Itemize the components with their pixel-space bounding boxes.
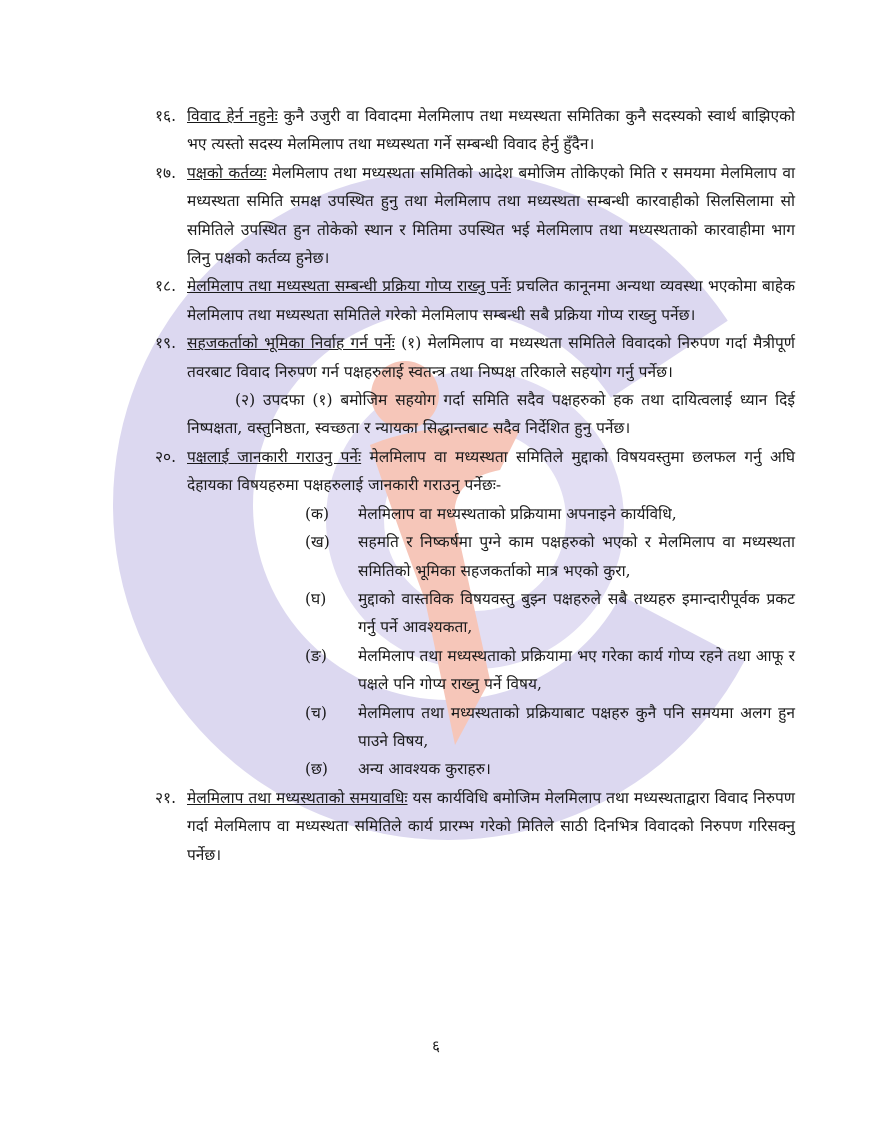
section-number: १६.	[155, 107, 177, 125]
list-item-marker: (घ)	[305, 589, 327, 608]
section-title: मेलमिलाप तथा मध्यस्थता सम्बन्धी प्रक्रिया गोप्य राख्नु पर्नेः	[187, 277, 512, 296]
section-19-subsection-2: (२) उपदफा (१) बमोजिम सहयोग गर्दा समिति सदैव पक्षहरुको हक तथा दायित्वलाई ध्यान दिई निष्पक्षता, वस्तुनिष्ठता, स्वच्छता र न्यायका सिद्धान्तबाट सदैव निर्देशित हुनु पर्नेछ।	[187, 391, 795, 438]
list-item-marker: (छ)	[305, 760, 328, 779]
document-body	[155, 102, 795, 869]
section-18	[155, 272, 795, 329]
section-text: प्रचलित कानूनमा अन्यथा व्यवस्था भएकोमा बाहेक मेलमिलाप तथा मध्यस्थता समितिले गरेको मेलमिलाप सम्बन्धी सबै प्रक्रिया गोप्य राख्नु पर्नेछ।	[187, 277, 796, 324]
section-number: २०.	[155, 447, 177, 466]
list-item	[155, 585, 795, 642]
list-item	[155, 500, 795, 528]
list-item-text: मेलमिलाप वा मध्यस्थताको प्रक्रियामा अपनाइने कार्यविधि,	[358, 504, 677, 523]
section-text: कुनै उजुरी वा विवादमा मेलमिलाप तथा मध्यस्थता समितिका कुनै सदस्यको स्वार्थ बाझिएको भए त्यस्तो सदस्य मेलमिलाप तथा मध्यस्थता गर्ने सम्बन्धी विवाद हेर्नु हुँदैन।	[187, 107, 796, 154]
list-item-marker: (ख)	[305, 533, 330, 552]
section-number: २१.	[155, 788, 177, 807]
section-text: (१) मेलमिलाप वा मध्यस्थता समितिले विवादको निरुपण गर्दा मैत्रीपूर्ण तवरबाट विवाद निरुपण गर्न पक्षहरुलाई स्वतन्त्र तथा निष्पक्ष तरिकाले सहयोग गर्नु पर्नेछ।	[187, 334, 795, 381]
list-item	[155, 699, 795, 756]
list-item-text: अन्य आवश्यक कुराहरु।	[358, 760, 491, 779]
list-item	[155, 755, 795, 783]
section-text: मेलमिलाप वा मध्यस्थता समितिले मुद्दाको विषयवस्तुमा छलफल गर्नु अघि देहायका विषयहरुमा पक्षहरुलाई जानकारी गराउनु पर्नेछः-	[187, 447, 795, 495]
list-item-marker: (ङ)	[305, 646, 327, 665]
section-20	[155, 443, 795, 500]
section-number: १७.	[155, 163, 177, 182]
page-number: ६	[432, 1037, 440, 1055]
section-17	[155, 159, 795, 273]
list-item-text: मुद्दाको वास्तविक विषयवस्तु बुझ्न पक्षहरुले सबै तथ्यहरु इमान्दारीपूर्वक प्रकट गर्नु पर्ने आवश्यकता,	[358, 589, 795, 637]
section-title: सहजकर्ताको भूमिका निर्वाह गर्न पर्नेः	[187, 334, 395, 353]
section-number: १९.	[155, 334, 177, 353]
list-item-text: मेलमिलाप तथा मध्यस्थताको प्रक्रियाबाट पक्षहरु कुनै पनि समयमा अलग हुन पाउने विषय,	[358, 703, 795, 750]
list-item-marker: (क)	[305, 504, 329, 523]
list-item	[155, 642, 795, 699]
section-text: मेलमिलाप तथा मध्यस्थता समितिको आदेश बमोजिम तोकिएको मिति र समयमा मेलमिलाप वा मध्यस्थता समिति समक्ष उपस्थित हुनु तथा मेलमिलाप तथा मध्यस्थता सम्बन्धी कारवाहीको सिलसिलामा सो समितिले उपस्थित हुन तोकेको स्थान र मितिमा उपस्थित भई मेलमिलाप तथा मध्यस्थताको कारवाहीमा भाग लिनु पक्षको कर्तव्य हुनेछ।	[187, 163, 795, 268]
section-text: यस कार्यविधि बमोजिम मेलमिलाप तथा मध्यस्थताद्वारा विवाद निरुपण गर्दा मेलमिलाप वा मध्यस्थता समितिले कार्य प्रारम्भ गरेको मितिले साठी दिनभित्र विवादको निरुपण गरिसक्नु पर्नेछ।	[187, 788, 795, 864]
list-item-text: सहमति र निष्कर्षमा पुग्ने काम पक्षहरुको भएको र मेलमिलाप वा मध्यस्थता समितिको भूमिका सहजकर्ताको मात्र भएको कुरा,	[358, 533, 795, 580]
section-16	[155, 102, 795, 159]
list-item-marker: (च)	[305, 703, 327, 722]
section-title: पक्षको कर्तव्यः	[187, 163, 267, 182]
section-19	[155, 329, 795, 386]
section-number: १८.	[155, 277, 177, 296]
list-item-text: मेलमिलाप तथा मध्यस्थताको प्रक्रियामा भए गरेका कार्य गोप्य रहने तथा आफू र पक्षले पनि गोप्य राख्नु पर्ने विषय,	[358, 646, 795, 694]
section-21	[155, 784, 795, 869]
section-title: मेलमिलाप तथा मध्यस्थताको समयावधिः	[187, 788, 408, 807]
section-title: विवाद हेर्न नहुनेः	[187, 107, 278, 125]
section-title: पक्षलाई जानकारी गराउनु पर्नेः	[187, 447, 362, 466]
list-item	[155, 528, 795, 585]
